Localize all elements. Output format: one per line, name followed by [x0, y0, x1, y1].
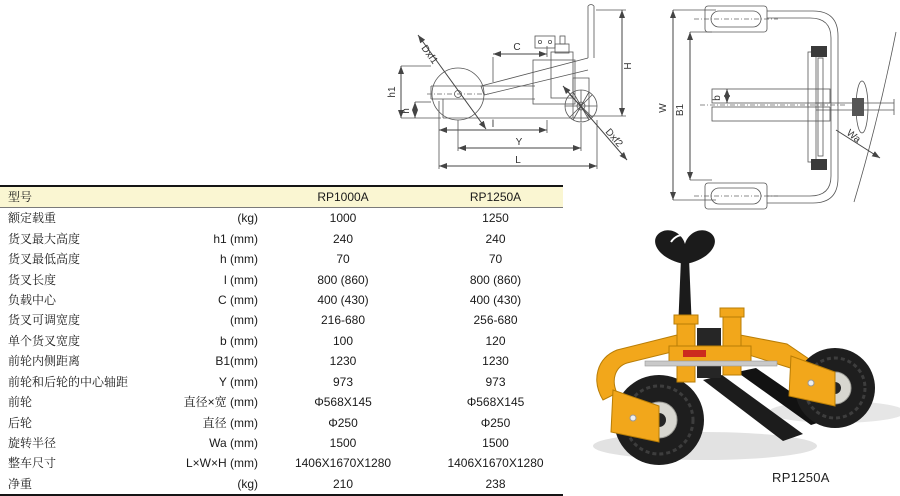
dim-label-dxf2: Dxf2: [602, 126, 625, 150]
table-row: 额定载重 (kg) 1000 1250: [8, 211, 509, 226]
spec-table-header: [0, 187, 563, 208]
side-view-machine: [427, 5, 597, 123]
dim-label-h: h: [401, 108, 412, 114]
column-rp1000a: RP1000A: [317, 190, 369, 204]
table-row: 旋转半径 Wa (mm) 1500 1500: [8, 436, 509, 451]
table-row: 货叉最低高度 h (mm) 70 70: [8, 252, 503, 267]
table-row: 货叉可调宽度 (mm) 216-680 256-680: [8, 313, 518, 328]
top-view-drawing: [650, 2, 900, 214]
product-caption: RP1250A: [772, 470, 830, 485]
table-row: 前轮 直径×宽 (mm) Φ568X145 Φ568X145: [8, 395, 525, 410]
table-row: 整车尺寸 L×W×H (mm) 1406X1670X1280 1406X1670X1280: [8, 456, 544, 471]
column-rp1250a: RP1250A: [469, 190, 522, 204]
table-row: 前轮和后轮的中心轴距 Y (mm) 973 973: [8, 374, 506, 389]
table-row: 净重 (kg) 210 238: [8, 476, 506, 491]
dim-label-l-total: L: [515, 155, 521, 166]
table-row: 后轮 直径 (mm) Φ250 Φ250: [8, 415, 511, 430]
table-row: 货叉最大高度 h1 (mm) 240 240: [8, 231, 506, 246]
dim-label-y: Y: [515, 137, 523, 148]
dim-label-c: C: [513, 42, 521, 53]
side-view-drawing: [385, 2, 645, 180]
top-view-dimensions: [658, 10, 880, 200]
dim-label-b1: B1: [675, 103, 686, 117]
side-view-dimensions: [387, 10, 634, 169]
dim-label-b: b: [712, 95, 723, 101]
table-row: 负载中心 C (mm) 400 (430) 400 (430): [8, 292, 522, 307]
table-row: 货叉长度 l (mm) 800 (860) 800 (860): [8, 272, 522, 287]
product-photo: [585, 228, 900, 473]
top-view-machine: [694, 6, 896, 209]
dim-label-l: l: [491, 119, 495, 130]
dim-label-wa: Wa: [844, 127, 863, 146]
dim-label-h-total: H: [623, 62, 634, 70]
table-row: 前轮内侧距离 B1(mm) 1230 1230: [8, 354, 509, 369]
table-row: 单个货叉宽度 b (mm) 100 120: [8, 333, 506, 348]
model-header-label: 型号: [8, 190, 33, 204]
dim-label-w: W: [658, 103, 669, 113]
dim-label-dxf1: Dxf1: [418, 43, 440, 67]
brand-label: [683, 350, 706, 357]
dim-label-h1: h1: [387, 86, 398, 98]
spec-table: [0, 185, 563, 496]
